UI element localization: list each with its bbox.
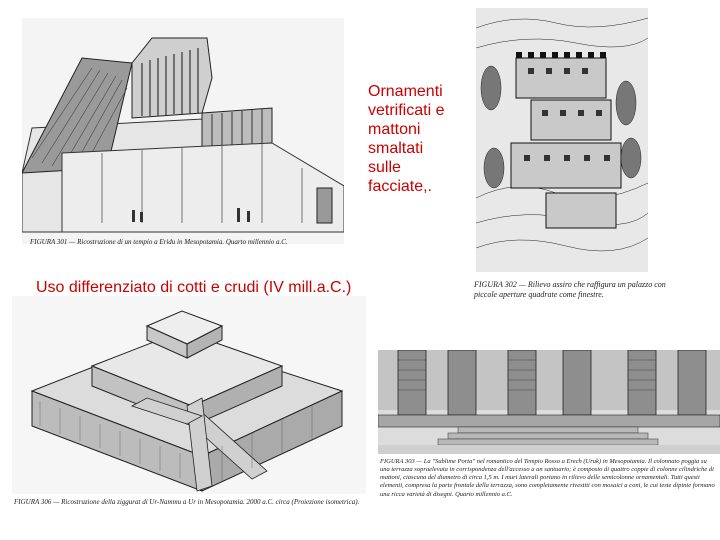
ur-ziggurat-illustration [12, 296, 366, 494]
bricks-note: Uso differenziato di cotti e crudi (IV mill.a.C.) [36, 279, 352, 296]
eridu-caption: FIGURA 301 — Ricostruzione di un tempio a Eridu in Mesopotamia. Quarto millennio a.C. [30, 238, 288, 246]
erech-caption: FIGURA 303 — La "Sublime Porta" nel romantico del Tempio Rosso a Erech (Uruk) in Mesopotamia. Il colonnato poggia su una terrazza sopraelevata in corrispondenza dell'accesso a un santuario; è composto di quattro coppie di colonne cilindriche di mattoni, ciascuna del diametro di circa 1,5 m. I muri laterali portano in rilievo delle semicolonne ornamentali. Tutti questi elementi, compresa la parte frontale della terrazza, sono completamente rivestiti con mosaici a coni, le cui teste dipinte formano una ricca varietà di disegni. Quarto millennio a.C. [380, 458, 715, 498]
ornaments-note: Ornamenti vetrificati e mattoni smaltati sulle facciate,. [368, 83, 445, 195]
assyrian-relief-illustration [476, 8, 648, 272]
eridu-temple-illustration [22, 18, 344, 244]
ur-caption: FIGURA 306 — Ricostruzione della ziggurat di Ur-Nammu a Ur in Mesopotamia. 2000 a.C. circa (Proiezione isometrica). [14, 498, 360, 506]
erech-portico-illustration [378, 350, 720, 454]
relief-caption: FIGURA 302 — Rilievo assiro che raffigura un palazzo con piccole aperture quadrate come finestre. [474, 280, 666, 299]
